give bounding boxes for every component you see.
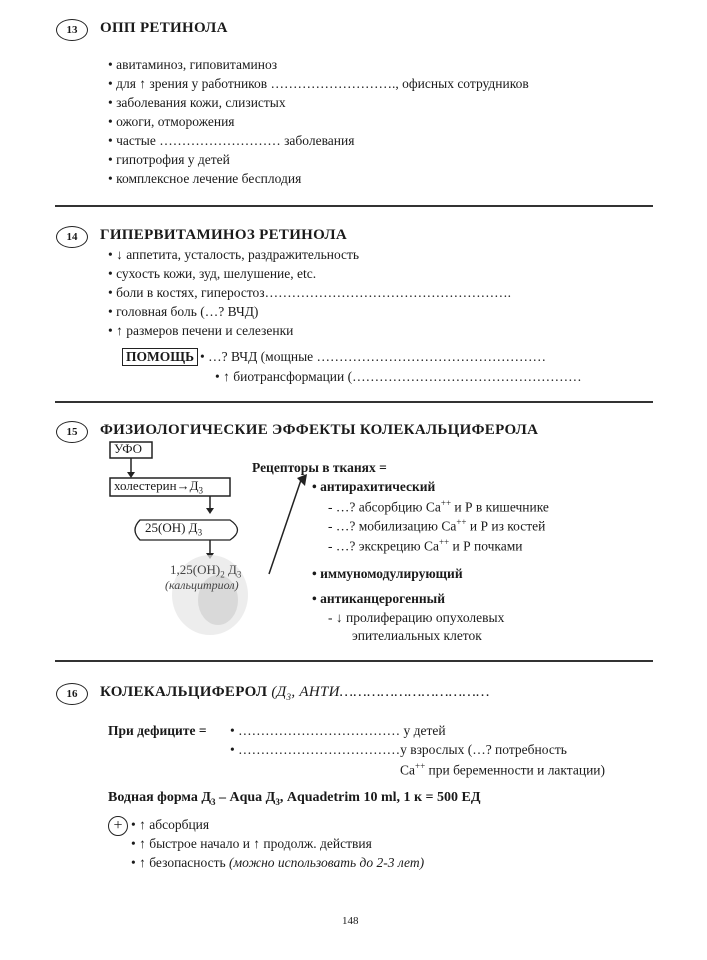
antirachitic: • антирахитический [312, 479, 436, 494]
deficit-item-2: • ………………………………у взрослых (…? потребность [230, 742, 567, 757]
divider [55, 660, 653, 662]
ar-1-b: и Р в кишечнике [451, 499, 549, 515]
s13-item-5: • частые ……………………… заболевания [108, 133, 355, 148]
ar-3-a: - …? экскрецию Са [328, 538, 439, 554]
section-13-title: ОПП РЕТИНОЛА [100, 20, 228, 36]
help-item-2: • ↑ биотрансформации (…………………………………………… [215, 369, 582, 384]
section-13-number: 13 [56, 19, 88, 41]
advantage-2: • ↑ быстрое начало и ↑ продолж. действия [131, 836, 372, 851]
anticancer-item-2: эпителиальных клеток [352, 628, 482, 643]
deficit-item-1: • ……………………………… у детей [230, 723, 446, 738]
d3-text: Д [189, 478, 199, 493]
s16-title-text: КОЛЕКАЛЬЦИФЕРОЛ [100, 684, 268, 700]
water-c: , Aquadetrim 10 ml, 1 к = 500 ЕД [279, 790, 481, 805]
anticancer: • антиканцерогенный [312, 591, 445, 606]
receptors-label: Рецепторы в тканях = [252, 460, 387, 475]
sub-3: 3 [286, 692, 292, 702]
s14-item-5: • ↑ размеров печени и селезенки [108, 323, 294, 338]
s14-item-3: • боли в костях, гиперостоз………………………………………………. [108, 285, 511, 300]
divider [55, 205, 653, 207]
s13-item-1: • авитаминоз, гиповитаминоз [108, 57, 278, 72]
ufo-label: УФО [114, 441, 143, 456]
section-14-number: 14 [56, 226, 88, 248]
plus-plus: ++ [438, 537, 450, 547]
deficit-label: При дефиците = [108, 723, 207, 738]
s13-item-3: • заболевания кожи, слизистых [108, 95, 286, 110]
s14-item-2: • сухость кожи, зуд, шелушение, etc. [108, 266, 317, 281]
water-form-heading [108, 790, 481, 807]
s16-title-sub2: , АНТИ…………………………… [291, 684, 490, 700]
calcitriol-name: (кальцитриол) [165, 578, 239, 592]
water-a: Водная форма Д [108, 790, 211, 805]
s13-item-6: • гипотрофия у детей [108, 152, 230, 167]
sub-3: 3 [211, 796, 216, 807]
ar-2-a: - …? мобилизацию Са [328, 518, 457, 534]
cholesterol-text: холестерин [114, 478, 177, 493]
antirachitic-item-2 [328, 517, 545, 535]
advantage-1: • ↑ абсорбция [131, 817, 210, 832]
help-label: ПОМОЩЬ [122, 348, 198, 366]
s13-item-7: • комплексное лечение бесплодия [108, 171, 302, 186]
calcitriol-text: 1,25(ОН) [170, 562, 221, 577]
sub-2: 2 [220, 569, 225, 580]
sub-3: 3 [275, 796, 280, 807]
section-15-number: 15 [56, 421, 88, 443]
s13-item-2: • для ↑ зрения у работников ………………………., офисных сотрудников [108, 76, 529, 91]
adv-3-italic: (можно использовать до 2-3 лет) [229, 855, 425, 870]
section-16-number: 16 [56, 683, 88, 705]
s13-item-4: • ожоги, отморожения [108, 114, 235, 129]
antirachitic-item-3 [328, 537, 523, 555]
plus-plus: ++ [456, 517, 467, 527]
ar-3-b: и Р почками [449, 538, 523, 554]
page-number: 148 [342, 915, 359, 927]
arrow-to-receptors [265, 470, 315, 580]
section-15-title: ФИЗИОЛОГИЧЕСКИЕ ЭФФЕКТЫ КОЛЕКАЛЬЦИФЕРОЛА [100, 422, 539, 438]
plus-plus: ++ [440, 498, 452, 508]
deficit-item-3 [400, 761, 605, 779]
calcitriol-label: $1,25(ОН)_2$ $Д_3$ [170, 562, 242, 580]
section-16-title [100, 684, 490, 702]
anticancer-item-1: - ↓ пролиферацию опухолевых [328, 610, 505, 625]
s14-item-4: • головная боль (…? ВЧД) [108, 304, 259, 319]
def-3-a: Са [400, 762, 415, 778]
s16-title-sub: (Д [271, 684, 287, 700]
help-item-1: • …? ВЧД (мощные …………………………………………… [200, 349, 547, 364]
water-b: – Aqua Д [215, 790, 276, 805]
adv-3-text: • ↑ безопасность [131, 855, 230, 870]
ar-2-b: и Р из костей [466, 518, 546, 534]
immunomodulating: • иммуномодулирующий [312, 566, 463, 581]
plus-plus: ++ [415, 761, 426, 771]
s14-item-1: • ↓ аппетита, усталость, раздражительность [108, 247, 360, 262]
plus-circle-icon: + [108, 816, 128, 836]
cholesterol-label: $холестерин\to Д_3$ [114, 478, 203, 496]
oh25-label [145, 520, 202, 538]
divider [55, 401, 653, 403]
advantage-3 [131, 855, 424, 871]
sub-3: 3 [197, 527, 203, 538]
section-14-title: ГИПЕРВИТАМИНОЗ РЕТИНОЛА [100, 227, 347, 243]
sub-3: 3 [236, 569, 242, 580]
oh25-text: 25(ОН) Д [145, 520, 198, 535]
ar-1-a: - …? абсорбцию Са [328, 499, 441, 515]
sub-3: 3 [198, 485, 203, 496]
antirachitic-item-1 [328, 498, 549, 516]
def-3-b: при беременности и лактации) [425, 762, 606, 778]
